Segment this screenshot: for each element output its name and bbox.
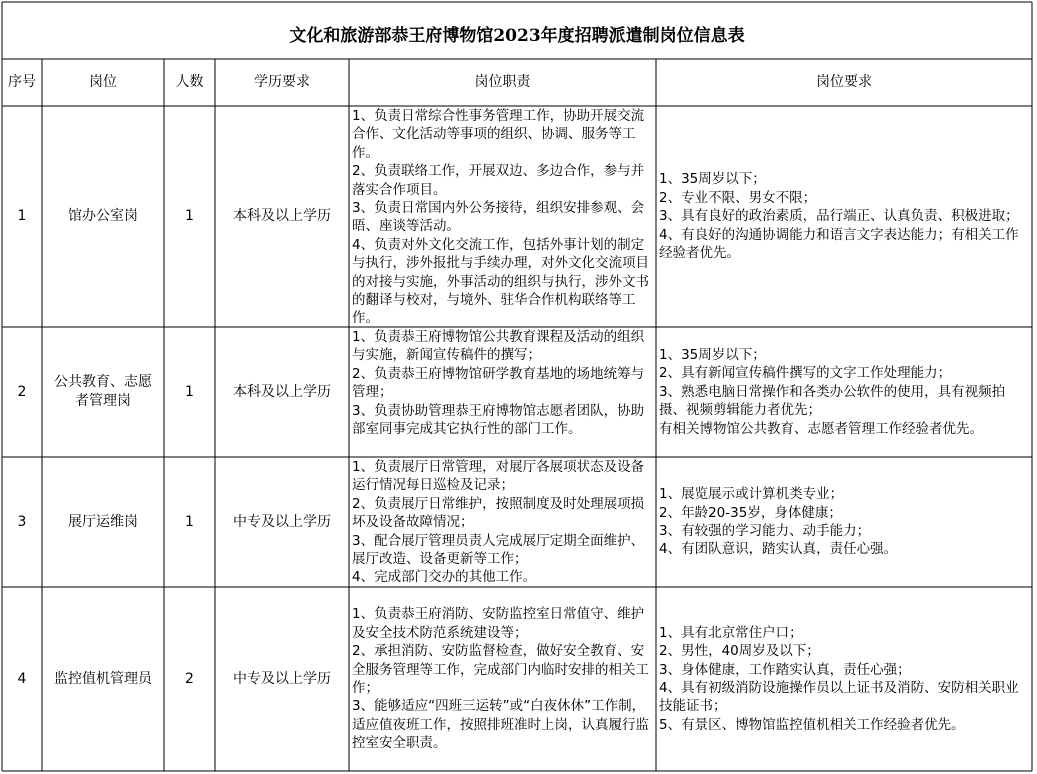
row2-seq: 2 — [17, 383, 27, 400]
requirement-item: 4、具有初级消防设施操作员以上证书及消防、安防相关职业技能证书； — [659, 680, 1019, 715]
requirement-item: 2、专业不限、男女不限； — [659, 189, 817, 206]
requirement-item: 4、有团队意识，踏实认真，责任心强。 — [659, 541, 898, 558]
requirement-item: 5、有景区、博物馆监控值机相关工作经验者优先。 — [659, 716, 965, 733]
row2-requirements — [656, 327, 1032, 457]
header-education: 学历要求 — [254, 74, 310, 90]
row4-duties — [349, 587, 656, 771]
row4-count: 2 — [185, 670, 194, 687]
duty-item: 4、完成部门交办的其他工作。 — [352, 569, 537, 586]
duty-item: 3、配合展厅管理员责人完成展厅定期全面维护、展厅改造、设备更新等工作； — [352, 532, 645, 568]
row4-education: 中专及以上学历 — [233, 670, 331, 687]
row2-count: 1 — [185, 383, 194, 400]
row2-post: 公共教育、志愿者管理岗 — [54, 374, 152, 409]
duty-item: 1、负责日常综合性事务管理工作，协助开展交流合作、文化活动等事项的组织、协调、服务等工作。 — [352, 108, 645, 161]
requirement-item: 3、有较强的学习能力、动手能力； — [659, 523, 871, 539]
requirement-item: 1、具有北京常住户口； — [659, 624, 803, 641]
duty-item: 2、负责恭王府博物馆研学教育基地的场地统筹与管理； — [352, 365, 645, 401]
header-count: 人数 — [175, 74, 204, 90]
duty-item: 1、负责展厅日常管理，对展厅各展项状态及设备运行情况每日巡检及记录； — [352, 459, 645, 494]
header-seq: 序号 — [8, 74, 36, 90]
duty-item: 1、负责恭王府消防、安防监控室日常值守、维护及安全技术防范系统建设等； — [352, 606, 645, 641]
requirement-item: 3、熟悉电脑日常操作和各类办公软件的使用，具有视频拍摄、视频剪辑能力者优先； — [659, 383, 1006, 419]
row3-count: 1 — [185, 513, 194, 530]
duty-item: 4、负责对外文化交流工作，包括外事计划的制定与执行，涉外报批与手续办理，对外文化交流项目的对接与实施，外事活动的组织与执行，涉外文书的翻译与校对，与境外、驻华合作机构联络等工作。 — [352, 236, 649, 327]
requirement-item: 2、男性，40周岁及以下； — [659, 643, 820, 660]
requirement-item: 3、具有良好的政治素质，品行端正、认真负责、积极进取； — [659, 208, 1019, 225]
requirement-item: 有相关博物馆公共教育、志愿者管理工作经验者优先。 — [659, 420, 983, 437]
row3-post: 展厅运维岗 — [68, 513, 138, 530]
row3-requirements — [656, 457, 1032, 587]
table-title: 文化和旅游部恭王府博物馆2023年度招聘派遣制岗位信息表 — [289, 25, 745, 46]
duty-item: 3、负责日常国内外公务接待，组织安排参观、会晤、座谈等活动。 — [352, 200, 645, 235]
header-duties: 岗位职责 — [474, 74, 531, 90]
row1-post: 馆办公室岗 — [68, 208, 138, 224]
row4-seq: 4 — [17, 670, 27, 687]
header-requirements: 岗位要求 — [816, 74, 872, 90]
row3-duties — [349, 458, 656, 587]
row1-education: 本科及以上学历 — [233, 208, 331, 224]
requirement-item: 1、展览展示或计算机类专业； — [659, 486, 844, 503]
requirement-item: 3、身体健康，工作踏实认真，责任心强； — [659, 661, 911, 678]
row1-requirements — [656, 106, 1032, 327]
row1-seq: 1 — [17, 208, 27, 224]
duty-item: 2、负责联络工作，开展双边、多边合作，参与并落实合作项目。 — [352, 163, 645, 198]
row2-duties — [349, 328, 656, 457]
row1-count: 1 — [185, 208, 194, 224]
row4-post: 监控值机管理员 — [54, 670, 152, 687]
duty-item: 2、承担消防、安防监督检查，做好安全教育、安全服务管理等工作，完成部门内临时安排的相关工作； — [352, 643, 649, 696]
row3-education: 中专及以上学历 — [233, 513, 331, 530]
row3-seq: 3 — [17, 513, 27, 530]
row1-duties — [349, 107, 656, 327]
requirement-item: 1、35周岁以下； — [659, 346, 766, 363]
row4-requirements — [656, 587, 1032, 771]
requirement-item: 2、具有新闻宣传稿件撰写的文字工作处理能力； — [659, 365, 952, 382]
requirement-item: 1、35周岁以下； — [659, 171, 766, 188]
header-post: 岗位 — [89, 74, 117, 90]
duty-item: 1、负责恭王府博物馆公共教育课程及活动的组织与实施，新闻宣传稿件的撰写； — [352, 329, 645, 364]
duty-item: 2、负责展厅日常维护，按照制度及时处理展项损坏及设备故障情况； — [352, 495, 645, 531]
requirement-item: 2、年龄20-35岁，身体健康； — [659, 504, 842, 521]
duty-item: 3、负责协助管理恭王府博物馆志愿者团队，协助部室同事完成其它执行性的部门工作。 — [352, 402, 645, 438]
requirement-item: 4、有良好的沟通协调能力和语言文字表达能力；有相关工作经验者优先。 — [659, 226, 1019, 262]
row2-education: 本科及以上学历 — [233, 383, 331, 400]
duty-item: 3、能够适应“四班三运转”或“白夜休休”工作制，适应值夜班工作，按照排班准时上岗，认真履行监控室安全职责。 — [352, 698, 649, 752]
